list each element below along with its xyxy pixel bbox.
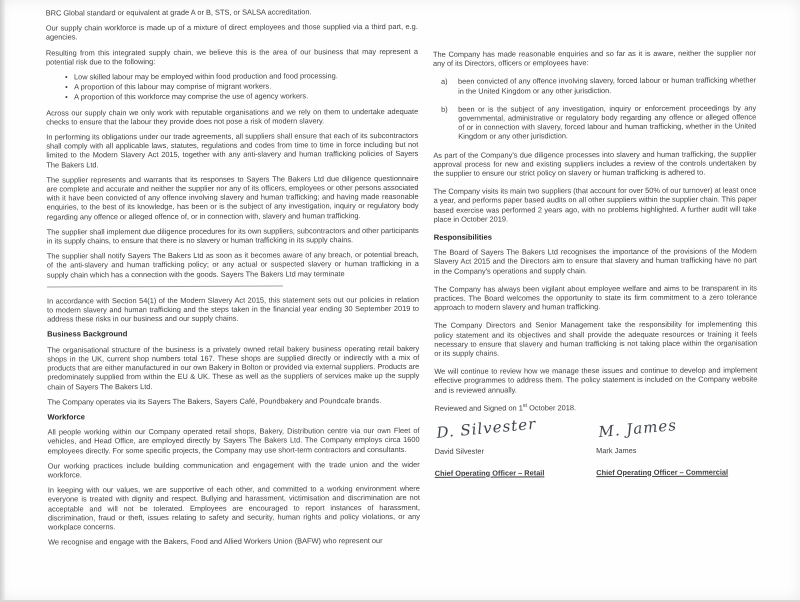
signatory-name: David Silvester xyxy=(434,446,484,457)
signatory-title: Chief Operating Officer – Retail xyxy=(434,467,545,478)
signatory-name: Mark James xyxy=(596,446,637,456)
crossed-out-text-line xyxy=(47,281,419,291)
list-item: • A proportion of this labour may comprise of migrant workers. xyxy=(74,81,418,92)
item-label: a) xyxy=(441,77,448,87)
signature-retail xyxy=(434,414,597,478)
item-label: b) xyxy=(441,104,448,114)
paragraph: Our working practices include building communication and engagement with the trade union and the wider workforce. xyxy=(47,459,420,480)
left-column xyxy=(46,7,420,553)
handwritten-signature: D. Silvester xyxy=(435,414,537,442)
paragraph: The Company Directors and Senior Management take the responsibility for implementing this policy statement and its objectives and shall provide the adequate resources or training it feels necessary to ensure that slavery and human trafficking is not taking place within the organisation or its supply chains. xyxy=(434,319,758,358)
signature-block xyxy=(434,414,758,478)
paragraph: Our supply chain workforce is made up of a mixture of direct employees and those supplied via a third part, e.g. agencies. xyxy=(45,22,418,42)
paragraph: In keeping with our values, we are supportive of each other, and committed to a working environment where everyone is treated with dignity and respect. Bullying and harassment, victimisation and discrimination are not acceptable and will not be tolerated. Employees are encouraged to report instances of harassment, discrimination, fraud or theft, issues relating to safety and security, human rights and policy violations, or any workplace concerns. xyxy=(47,484,420,532)
item-text: been convicted of any offence involving slavery, forced labour or human trafficking whether in the United Kingdom or any other jurisdiction. xyxy=(458,75,757,96)
paragraph: We will continue to review how we manage these issues and continue to develop and implement effective programmes to address them. The policy statement is included on the Company website and is reviewed annually. xyxy=(434,365,758,395)
heading-workforce: Workforce xyxy=(47,412,85,422)
list-item: • A proportion of this workforce may comprise the use of agency workers. xyxy=(74,91,418,102)
lettered-item-a xyxy=(441,76,756,96)
date-text-suffix: October 2018. xyxy=(527,403,577,413)
handwritten-signature: M. James xyxy=(597,416,678,442)
risk-bullet-list xyxy=(46,71,418,102)
paragraph: The Company has made reasonable enquiries and so far as it is aware, neither the supplier nor any of its Directors, officers or employees have: xyxy=(432,48,756,69)
paragraph: All people working within our Company operated retail shops, Bakery, Distribution centre via our own Fleet of vehicles, and Head Office, are employed directly by Sayers The Bakers Ltd. The Company employs circa 1600 employees directly. For some specific projects, the Company may use short-term contractors and consultants. xyxy=(47,426,420,456)
paragraph: The supplier shall implement due diligence procedures for its own suppliers, subcontractors and other participants in its supply chains, to ensure that there is no slavery or human trafficking in its supply chains. xyxy=(46,225,419,246)
paragraph: The supplier represents and warrants that its responses to Sayers The Bakers Ltd due diligence questionnaire are complete and accurate and neither the supplier nor any of its officers, employees or other persons associated with it have been convicted of any offence involving slavery and human trafficking; and having made reasonable enquiries, to the best of its knowledge, has been or is the subject of any investigation, inquiry or regulatory body regarding any offence or alleged offence of, or in connection with, slavery and human trafficking. xyxy=(46,173,419,222)
heading-business-background: Business Background xyxy=(47,329,128,340)
paragraph: Resulting from this integrated supply chain, we believe this is the area of our business that may represent a potential risk due to the following: xyxy=(45,46,418,67)
list-item: • Low skilled labour may be employed within food production and food processing. xyxy=(74,71,418,82)
paragraph: The Company has always been vigilant about employee welfare and aims to be transparent in its practices. The Board welcomes the opportunity to state its firm commitment to a zero tolerance approach to modern slavery and human trafficking. xyxy=(433,283,758,313)
paragraph: Across our supply chain we only work with reputable organisations and we rely on them to undertake adequate checks to ensure that the labour they provide does not pose a risk of modern slavery. xyxy=(46,106,419,127)
lettered-item-b xyxy=(441,103,756,141)
signature-commercial xyxy=(596,416,758,477)
paragraph: The organisational structure of the business is a privately owned retail bakery business operating retail bakery shops in the UK, current shop numbers total 167. These shops are supplied directly or indirectly with a mix of products that are either manufactured in our own Bakery in Bolton or provided via external suppliers. Products are predominately supplied from within the EU & UK. These as well as the suppliers of services make up the supply chain of Sayers The Bakers Ltd. xyxy=(47,343,420,392)
paragraph: In accordance with Section 54(1) of the Modern Slavery Act 2015, this statement sets out our policies in relation to modern slavery and human trafficking and the steps taken in the financial year ending 30 September 2019 to address these risks in our business and our supply chains. xyxy=(46,294,420,324)
paragraph: As part of the Company's due diligence processes into slavery and human trafficking, the supplier approval process for new and existing suppliers includes a review of the controls undertaken by the supplier to ensure our strict policy on slavery or human trafficking is adhered to. xyxy=(433,149,757,178)
date-text: Reviewed and Signed on 1 xyxy=(434,403,523,413)
paragraph: The Company operates via its Sayers The Bakers, Sayers Café, Poundbakery and Poundcafe brands. xyxy=(47,395,382,407)
signatory-title: Chief Operating Officer – Commercial xyxy=(596,467,729,477)
paragraph: The Board of Sayers The Bakers Ltd recognises the importance of the provisions of the Modern Slavery Act 2015 and the Directors aim to ensure that slavery and human trafficking have no part in the Company's operations and supply chain. xyxy=(433,246,757,276)
paragraph: The supplier shall notify Sayers The Bakers Ltd as soon as it becomes aware of any breach, or potential breach, of the anti-slavery and human trafficking policy; or any actual or suspected slavery or human trafficking in a supply chain which has a connection with the goods. Sayers The Bakers Ltd may terminate xyxy=(46,250,419,280)
item-text: been or is the subject of any investigation, inquiry or enforcement proceedings by any governmental, administrative or regulatory body regarding any offence or alleged offence of or in connection with slavery, forced labour and human trafficking, whether in the United Kingdom or any other jurisdiction. xyxy=(458,103,757,142)
date-ordinal: st xyxy=(522,402,528,409)
paragraph: We recognise and engage with the Bakers, Food and Allied Workers Union (BAFW) who represent our xyxy=(48,536,383,547)
paragraph: BRC Global standard or equivalent at grade A or B, STS, or SALSA accreditation. xyxy=(45,7,312,18)
paragraph: In performing its obligations under our trade agreements, all suppliers shall ensure that each of its subcontractors shall comply with all applicable laws, statutes, regulations and codes from time to time in force including but not limited to the Modern Slavery Act 2015, together with any anti-slavery and human trafficking policies of Sayers The Bakers Ltd. xyxy=(46,130,419,170)
paragraph: The Company visits its main two suppliers (that account for over 50% of our turnover) at least once a year, and performs paper based audits on all other suppliers within the supplier chain. This paper based exercise was performed 2 years ago, with no problems highlighted. A further audit will take place in October 2019. xyxy=(433,185,757,224)
heading-responsibilities: Responsibilities xyxy=(433,232,492,242)
right-column xyxy=(433,48,758,477)
signed-date-line xyxy=(434,402,757,413)
